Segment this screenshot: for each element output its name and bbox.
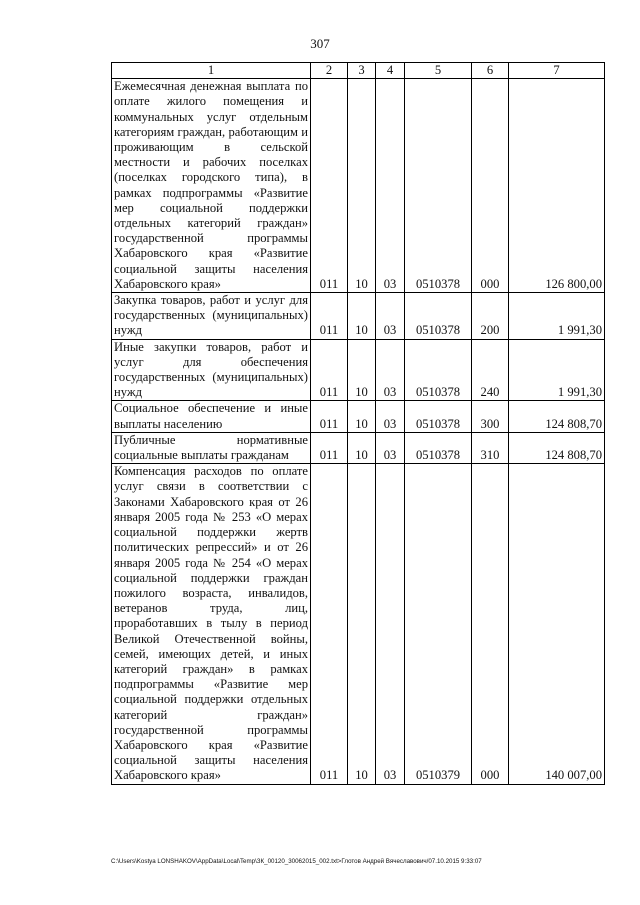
row-section-code: 10 (348, 464, 376, 784)
header-col-7: 7 (509, 63, 605, 79)
header-col-6: 6 (472, 63, 509, 79)
row-subsection-code: 03 (376, 293, 405, 340)
table-row (112, 293, 605, 340)
header-col-5: 5 (405, 63, 472, 79)
header-col-2: 2 (311, 63, 348, 79)
row-target-code: 0510378 (405, 293, 472, 340)
row-section-code: 10 (348, 293, 376, 340)
row-name: Иные закупки товаров, работ и услуг для обеспечения государственных (муниципальных) нужд (112, 339, 311, 401)
row-section-code: 10 (348, 432, 376, 463)
row-section-code: 10 (348, 339, 376, 401)
row-name: Компенсация расходов по оплате услуг связи в соответствии с Законами Хабаровского края от 26 января 2005 года № 253 «О мерах социальной поддержки жертв политических репрессий» и от 26 января 2005 года № 254 «О мерах социальной поддержки граждан пожилого возраста, инвалидов, ветеранов труда, лиц, проработавших в тылу в период Великой Отечественной войны, семей, имеющих детей, и иных категорий граждан» в рамках подпрограммы «Развитие мер социальной поддержки отдельных категорий граждан» государственной программы Хабаровского края «Развитие социальной защиты населения Хабаровского края» (112, 464, 311, 784)
row-subsection-code: 03 (376, 464, 405, 784)
table-row (112, 339, 605, 401)
footer-file-path: C:\Users\Kostya LONSHAKOV\AppData\Local\Temp\ЗК_00120_30062015_002.txt>Глотов Андрей Вячеславович/07.10.2015 9:33:07 (111, 858, 482, 865)
row-amount: 1 991,30 (509, 339, 605, 401)
row-ministry-code: 011 (311, 432, 348, 463)
header-col-1: 1 (112, 63, 311, 79)
row-ministry-code: 011 (311, 293, 348, 340)
row-amount: 124 808,70 (509, 432, 605, 463)
row-section-code: 10 (348, 401, 376, 432)
row-amount: 1 991,30 (509, 293, 605, 340)
row-ministry-code: 011 (311, 79, 348, 293)
row-expense-type: 300 (472, 401, 509, 432)
row-ministry-code: 011 (311, 401, 348, 432)
row-subsection-code: 03 (376, 401, 405, 432)
table-row (112, 401, 605, 432)
row-expense-type: 000 (472, 79, 509, 293)
header-col-3: 3 (348, 63, 376, 79)
row-subsection-code: 03 (376, 79, 405, 293)
row-expense-type: 310 (472, 432, 509, 463)
row-target-code: 0510379 (405, 464, 472, 784)
row-ministry-code: 011 (311, 464, 348, 784)
table-row (112, 432, 605, 463)
header-row (112, 63, 605, 79)
row-expense-type: 200 (472, 293, 509, 340)
table-row (112, 464, 605, 784)
row-ministry-code: 011 (311, 339, 348, 401)
row-target-code: 0510378 (405, 432, 472, 463)
row-target-code: 0510378 (405, 79, 472, 293)
header-col-4: 4 (376, 63, 405, 79)
table-row (112, 79, 605, 293)
row-target-code: 0510378 (405, 339, 472, 401)
row-expense-type: 000 (472, 464, 509, 784)
page-number: 307 (310, 36, 330, 51)
row-subsection-code: 03 (376, 432, 405, 463)
row-section-code: 10 (348, 79, 376, 293)
row-amount: 124 808,70 (509, 401, 605, 432)
row-name: Ежемесячная денежная выплата по оплате жилого помещения и коммунальных услуг отдельным категориям граждан, работающим и проживающим в сельской местности и рабочих поселках (поселках городского типа), в рамках подпрограммы «Развитие мер социальной поддержки отдельных категорий граждан» государственной программы Хабаровского края «Развитие социальной защиты населения Хабаровского края» (112, 79, 311, 293)
row-name: Закупка товаров, работ и услуг для государственных (муниципальных) нужд (112, 293, 311, 340)
row-name: Публичные нормативные социальные выплаты гражданам (112, 432, 311, 463)
row-amount: 140 007,00 (509, 464, 605, 784)
budget-table (111, 62, 605, 785)
row-name: Социальное обеспечение и иные выплаты населению (112, 401, 311, 432)
row-amount: 126 800,00 (509, 79, 605, 293)
row-expense-type: 240 (472, 339, 509, 401)
row-target-code: 0510378 (405, 401, 472, 432)
row-subsection-code: 03 (376, 339, 405, 401)
